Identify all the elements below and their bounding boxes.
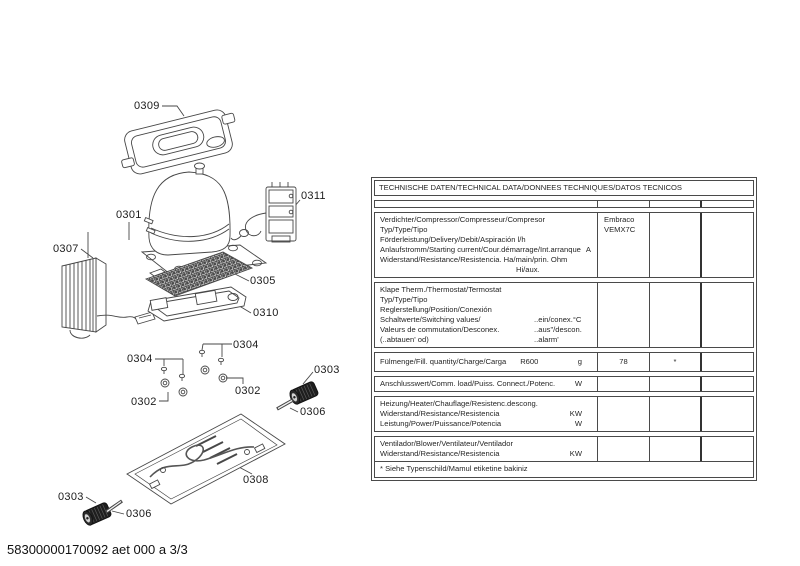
part-starter-relay-0311 — [231, 182, 296, 242]
part-label-0303-a: 0303 — [314, 364, 340, 376]
part-label-0303-b: 0303 — [58, 491, 84, 503]
exploded-parts-diagram — [0, 0, 370, 566]
part-compressor-0301 — [142, 163, 266, 274]
compressor-value-cell — [598, 213, 650, 277]
part-label-0301: 0301 — [116, 209, 142, 221]
part-label-0311: 0311 — [301, 190, 326, 202]
table-spacer-row — [374, 200, 754, 208]
part-base-plate-0308 — [127, 414, 285, 504]
thermostat-line3: Reglerstellung/Position/Conexión — [380, 305, 492, 314]
table-footnote: * Siehe Typenschild/Mamul etiketine bakiniz — [380, 464, 528, 473]
row-thermostat — [374, 282, 754, 348]
fastener-screws-0304 — [161, 350, 223, 381]
thermostat-line5: Valeurs de commutation/Desconex. — [380, 325, 500, 334]
part-label-0302-b: 0302 — [131, 396, 157, 408]
compressor-line6: Hi/aux. — [516, 265, 540, 274]
part-label-0306-b: 0306 — [126, 508, 152, 520]
document-code: 58300000170092 aet 000 a 3/3 — [7, 542, 188, 557]
table-title: TECHNISCHE DATEN/TECHNICAL DATA/DONNEES TECHNIQUES/DATOS TECNICOS — [379, 183, 682, 192]
thermostat-line6: (..abtauen' od) — [380, 335, 429, 344]
part-evaporation-tray-0309 — [115, 106, 242, 178]
row-blower — [374, 436, 754, 462]
refrigerant-label: Fülmenge/Fill. quantity/Charge/Carga — [380, 357, 507, 366]
compressor-line2: Typ/Type/Tipo — [380, 225, 428, 234]
part-label-0308: 0308 — [243, 474, 269, 486]
part-label-0310: 0310 — [253, 307, 279, 319]
heater-unit-kw: KW — [569, 409, 582, 418]
compressor-model: VEMX7C — [604, 225, 636, 234]
technical-data-table — [371, 177, 757, 481]
part-label-0304-b: 0304 — [127, 353, 153, 365]
thermostat-line4-right: ..ein/conex.°C — [534, 315, 582, 324]
part-label-0309: 0309 — [134, 100, 160, 112]
blower-line2: Widerstand/Resistance/Resistencia — [380, 449, 500, 458]
refrigerant-value: 78 — [598, 353, 650, 371]
row-footnote — [374, 461, 754, 478]
row-connection-load — [374, 376, 754, 392]
part-label-0305: 0305 — [250, 275, 276, 287]
refrigerant-unit: g — [577, 357, 582, 366]
part-label-0304-a: 0304 — [233, 339, 259, 351]
heater-line1: Heizung/Heater/Chauflage/Resistenc.descong. — [380, 399, 538, 408]
part-label-0307: 0307 — [53, 243, 79, 255]
row-compressor — [374, 212, 754, 278]
thermostat-line4: Schaltwerte/Switching values/ — [380, 315, 481, 324]
connection-unit: W — [574, 379, 582, 388]
heater-line2: Widerstand/Resistance/Resistencia — [380, 409, 500, 418]
part-label-0302-a: 0302 — [235, 385, 261, 397]
row-refrigerant — [374, 352, 754, 372]
thermostat-line1: Klape Therm./Thermostat/Termostat — [380, 285, 502, 294]
part-pin-0306-lower — [106, 501, 122, 512]
compressor-line5: Widerstand/Resistance/Resistencia. Ha/main/prin. Ohm — [380, 255, 568, 264]
compressor-line4: Anlaufstromm/Starting current/Cour.démarrage/Int.arranque — [380, 245, 581, 254]
thermostat-line6-right: ..alarm' — [534, 335, 559, 344]
refrigerant-note: * — [650, 353, 702, 371]
compressor-brand: Embraco — [604, 215, 635, 224]
thermostat-line5-right: ..aus"/descon. — [534, 325, 582, 334]
blower-unit-kw: KW — [569, 449, 582, 458]
part-bushing-0303-lower — [81, 502, 112, 527]
heater-line3: Leistung/Power/Puissance/Potencia — [380, 419, 502, 428]
part-pin-0306-upper — [277, 400, 293, 409]
blower-line1: Ventilador/Blower/Ventilateur/Ventilador — [380, 439, 513, 448]
part-label-0306-a: 0306 — [300, 406, 326, 418]
part-grommets-0302 — [161, 366, 227, 396]
refrigerant-type: R600 — [520, 357, 539, 366]
compressor-line1: Verdichter/Compressor/Compresseur/Compresor — [380, 215, 546, 224]
thermostat-line2: Typ/Type/Tipo — [380, 295, 428, 304]
part-support-tray-0310 — [148, 287, 246, 321]
heater-unit-w: W — [574, 419, 582, 428]
compressor-line3: Förderleistung/Delivery/Debit/Aspiración l/h — [380, 235, 526, 244]
connection-label: Anschlusswert/Comm. load/Puiss. Connect./Potenc. — [380, 379, 556, 388]
row-heater — [374, 396, 754, 432]
table-header-row — [374, 180, 754, 196]
compressor-unit-a: A — [585, 245, 591, 254]
